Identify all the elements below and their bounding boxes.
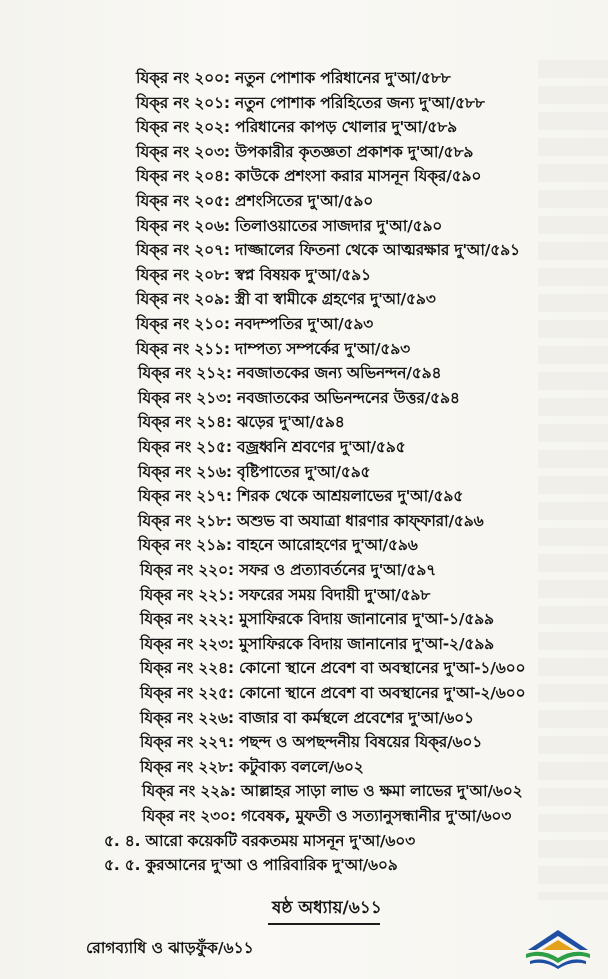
heading-underline [268,923,380,925]
toc-entry-223: যিক্‌র নং ২২৩: মুসাফিরকে বিদায় জানানোর দু'আ-২/৫৯৯ [140,634,494,653]
toc-entry-disease-and-ruqyah: রোগব্যাধি ও ঝাড়ফুঁক/৬১১ [86,939,254,958]
toc-entry-222: যিক্‌র নং ২২২: মুসাফিরকে বিদায় জানানোর দু'আ-১/৫৯৯ [140,610,494,629]
toc-entry-204: যিক্‌র নং ২০৪: কাউকে প্রশংসা করার মাসনূন যিক্‌র/৫৯০ [136,167,482,186]
toc-entry-201: যিক্‌র নং ২০১: নতুন পোশাক পরিহিতের জন্য দু'আ/৫৮৮ [136,93,485,112]
toc-section-5-4: ৫. ৪. আরো কয়েকটি বরকতময় মাসনূন দু'আ/৬০৩ [104,831,415,850]
toc-entry-225: যিক্‌র নং ২২৫: কোনো স্থানে প্রবেশ বা অবস্থানের দু'আ-২/৬০০ [140,684,526,702]
publisher-logo-icon [522,920,594,970]
toc-entry-208: যিক্‌র নং ২০৮: স্বপ্ন বিষয়ক দু'আ/৫৯১ [136,265,371,284]
toc-entry-211: যিক্‌র নং ২১১: দাম্পত্য সম্পর্কের দু'আ/৫৯৩ [136,339,410,358]
toc-entry-200: যিক্‌র নং ২০০: নতুন পোশাক পরিধানের দু'আ/৫৮৮ [136,69,451,87]
toc-entry-220: যিক্‌র নং ২২০: সফর ও প্রত্যাবর্তনের দু'আ/৫৯৭ [140,561,437,579]
toc-entry-218: যিক্‌র নং ২১৮: অশুভ বা অযাত্রা ধারণার কাফ্‌ফারা/৫৯৬ [138,511,484,530]
toc-entry-230: যিক্‌র নং ২৩০: গবেষক, মুফতী ও সত্যানুসন্ধানীর দু'আ/৬০৩ [142,807,512,825]
toc-entry-214: যিক্‌র নং ২১৪: ঝড়ের দু'আ/৫৯৪ [138,413,345,432]
toc-section-5-5: ৫. ৫. কুরআনের দু'আ ও পারিবারিক দু'আ/৬০৯ [104,856,398,875]
toc-entry-219: যিক্‌র নং ২১৯: বাহনে আরোহণের দু'আ/৫৯৬ [138,536,418,555]
toc-entry-215: যিক্‌র নং ২১৫: বজ্রধ্বনি শ্রবণের দু'আ/৫৯৫ [138,438,406,456]
toc-entry-226: যিক্‌র নং ২২৬: বাজার বা কর্মস্থলে প্রবেশের দু'আ/৬০১ [140,708,474,727]
toc-entry-209: যিক্‌র নং ২০৯: স্ত্রী বা স্বামীকে গ্রহণের দু'আ/৫৯৩ [136,290,436,309]
toc-entry-212: যিক্‌র নং ২১২: নবজাতকের জন্য অভিনন্দন/৫৯৪ [138,364,442,383]
toc-entry-202: যিক্‌র নং ২০২: পরিধানের কাপড় খোলার দু'আ/৫৮৯ [136,118,457,137]
toc-entry-213: যিক্‌র নং ২১৩: নবজাতকের অভিনন্দনের উত্তর/৫৯৪ [138,388,460,407]
bleed-through-shadow [538,60,608,900]
chapter-heading: ষষ্ঠ অধ্যায়/৬১১ [272,898,382,919]
toc-entry-229: যিক্‌র নং ২২৯: আল্লাহর সাড়া লাভ ও ক্ষমা লাভের দু'আ/৬০২ [142,782,523,801]
toc-entry-203: যিক্‌র নং ২০৩: উপকারীর কৃতজ্ঞতা প্রকাশক দু'আ/৫৮৯ [136,142,474,161]
toc-entry-217: যিক্‌র নং ২১৭: শিরক থেকে আশ্রয়লাভের দু'আ/৫৯৫ [138,487,464,506]
toc-entry-224: যিক্‌র নং ২২৪: কোনো স্থানে প্রবেশ বা অবস্থানের দু'আ-১/৬০০ [140,659,526,678]
toc-entry-216: যিক্‌র নং ২১৬: বৃষ্টিপাতের দু'আ/৫৯৫ [138,462,371,481]
toc-entry-221: যিক্‌র নং ২২১: সফরের সময় বিদায়ী দু'আ/৫৯৮ [140,585,431,604]
toc-entry-205: যিক্‌র নং ২০৫: প্রশংসিতের দু'আ/৫৯০ [136,192,374,210]
toc-entry-207: যিক্‌র নং ২০৭: দাজ্জালের ফিতনা থেকে আত্মরক্ষার দু'আ/৫৯১ [136,241,520,260]
toc-entry-227: যিক্‌র নং ২২৭: পছন্দ ও অপছন্দনীয় বিষয়ের যিক্‌র/৬০১ [140,733,483,752]
toc-entry-228: যিক্‌র নং ২২৮: কটুবাক্য বললে/৬০২ [140,757,364,776]
toc-entry-206: যিক্‌র নং ২০৬: তিলাওয়াতের সাজদার দু'আ/৫৯০ [136,216,443,235]
toc-entry-210: যিক্‌র নং ২১০: নবদম্পতির দু'আ/৫৯৩ [136,315,374,333]
